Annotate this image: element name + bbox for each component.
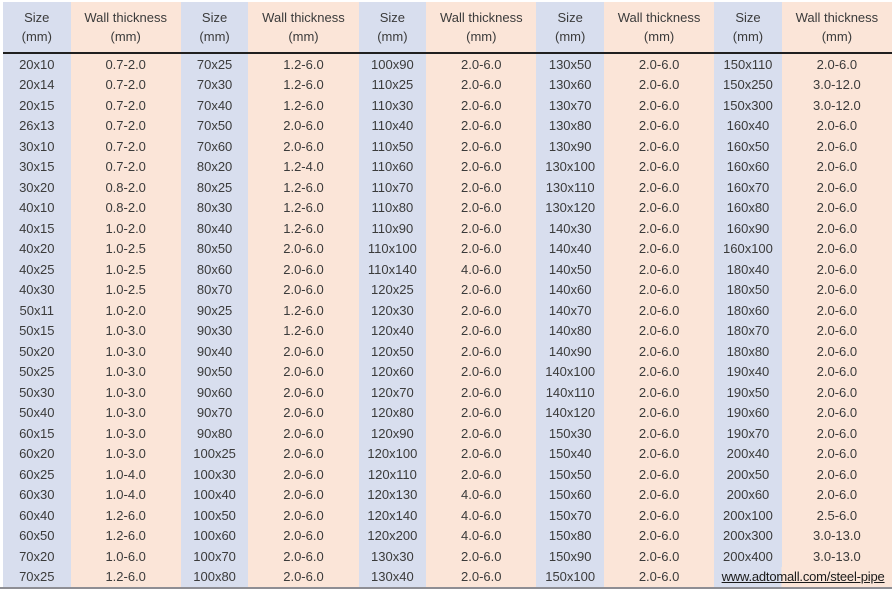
size-cell: 110x80 <box>359 198 427 219</box>
size-cell: 200x40 <box>714 444 782 465</box>
size-cell: 150x80 <box>536 526 604 547</box>
wall-cell: 3.0-12.0 <box>782 75 892 96</box>
size-cell: 80x25 <box>181 177 249 198</box>
size-cell: 70x50 <box>181 116 249 137</box>
wall-cell: 2.0-6.0 <box>604 464 714 485</box>
wall-cell: 2.0-6.0 <box>604 157 714 178</box>
size-cell: 50x30 <box>3 382 71 403</box>
wall-cell: 2.0-6.0 <box>782 341 892 362</box>
wall-cell: 4.0-6.0 <box>426 485 536 506</box>
size-cell: 26x13 <box>3 116 71 137</box>
wall-cell: 2.0-6.0 <box>426 362 536 383</box>
size-cell: 160x80 <box>714 198 782 219</box>
wall-cell: 2.0-6.0 <box>248 116 358 137</box>
size-cell: 60x15 <box>3 423 71 444</box>
size-cell: 40x10 <box>3 198 71 219</box>
size-cell: 110x40 <box>359 116 427 137</box>
wall-cell: 2.0-6.0 <box>426 382 536 403</box>
size-cell: 160x70 <box>714 177 782 198</box>
size-cell: 140x110 <box>536 382 604 403</box>
size-cell: 140x60 <box>536 280 604 301</box>
wall-cell: 2.0-6.0 <box>782 321 892 342</box>
wall-cell: 1.2-6.0 <box>248 300 358 321</box>
size-cell: 100x80 <box>181 567 249 588</box>
size-cell: 120x140 <box>359 505 427 526</box>
size-cell: 70x25 <box>3 567 71 588</box>
wall-cell: 2.0-6.0 <box>782 280 892 301</box>
size-cell: 190x40 <box>714 362 782 383</box>
size-cell: 130x120 <box>536 198 604 219</box>
size-cell: 60x25 <box>3 464 71 485</box>
wall-cell: 2.0-6.0 <box>426 157 536 178</box>
size-cell: 60x30 <box>3 485 71 506</box>
size-cell: 150x110 <box>714 54 782 75</box>
size-cell: 90x30 <box>181 321 249 342</box>
size-cell: 120x200 <box>359 526 427 547</box>
wall-cell: 1.0-2.5 <box>71 259 181 280</box>
size-cell: 120x25 <box>359 280 427 301</box>
wall-thickness-column-header: Wall thickness (mm) <box>426 2 536 54</box>
size-cell: 80x20 <box>181 157 249 178</box>
size-cell: 50x20 <box>3 341 71 362</box>
size-cell: 120x80 <box>359 403 427 424</box>
size-cell: 110x70 <box>359 177 427 198</box>
size-cell: 50x15 <box>3 321 71 342</box>
wall-cell: 1.2-6.0 <box>248 75 358 96</box>
wall-cell: 2.0-6.0 <box>248 136 358 157</box>
size-cell: 150x70 <box>536 505 604 526</box>
size-cell: 200x300 <box>714 526 782 547</box>
size-cell: 160x50 <box>714 136 782 157</box>
wall-cell: 2.0-6.0 <box>248 505 358 526</box>
size-column-header: Size (mm) <box>714 2 782 54</box>
size-cell: 130x90 <box>536 136 604 157</box>
wall-cell: 1.0-3.0 <box>71 423 181 444</box>
wall-cell: 1.2-4.0 <box>248 157 358 178</box>
size-cell: 40x30 <box>3 280 71 301</box>
wall-cell: 2.0-6.0 <box>782 198 892 219</box>
wall-cell: 2.0-6.0 <box>426 444 536 465</box>
wall-cell: 2.0-6.0 <box>426 95 536 116</box>
wall-cell: 2.0-6.0 <box>426 300 536 321</box>
wall-cell: 2.0-6.0 <box>782 382 892 403</box>
wall-cell: 2.0-6.0 <box>604 177 714 198</box>
size-cell: 180x80 <box>714 341 782 362</box>
size-cell: 70x20 <box>3 546 71 567</box>
wall-cell: 2.0-6.0 <box>426 54 536 75</box>
wall-cell: 2.0-6.0 <box>782 403 892 424</box>
wall-cell: 2.0-6.0 <box>426 567 536 588</box>
size-cell: 200x60 <box>714 485 782 506</box>
wall-cell: 2.0-6.0 <box>782 444 892 465</box>
size-cell: 160x100 <box>714 239 782 260</box>
wall-cell: 2.0-6.0 <box>248 341 358 362</box>
wall-cell: 2.0-6.0 <box>248 280 358 301</box>
wall-cell: 0.8-2.0 <box>71 177 181 198</box>
size-cell: 160x40 <box>714 116 782 137</box>
wall-cell: 2.0-6.0 <box>604 300 714 321</box>
size-cell: 80x40 <box>181 218 249 239</box>
wall-cell: 2.0-6.0 <box>426 423 536 444</box>
wall-cell: 2.0-6.0 <box>604 567 714 588</box>
size-cell: 140x70 <box>536 300 604 321</box>
size-cell: 70x40 <box>181 95 249 116</box>
size-cell: 160x60 <box>714 157 782 178</box>
wall-cell: 2.0-6.0 <box>604 321 714 342</box>
wall-cell: 0.7-2.0 <box>71 157 181 178</box>
wall-cell: 2.0-6.0 <box>426 341 536 362</box>
wall-cell: 2.0-6.0 <box>782 423 892 444</box>
size-cell: 120x110 <box>359 464 427 485</box>
size-cell: 80x60 <box>181 259 249 280</box>
size-column-header: Size (mm) <box>3 2 71 54</box>
size-cell: 50x25 <box>3 362 71 383</box>
wall-cell: 0.7-2.0 <box>71 136 181 157</box>
wall-cell: 2.0-6.0 <box>782 177 892 198</box>
size-cell: 140x100 <box>536 362 604 383</box>
size-cell: 140x90 <box>536 341 604 362</box>
wall-cell: 2.0-6.0 <box>426 546 536 567</box>
wall-cell: 2.0-6.0 <box>604 362 714 383</box>
wall-cell: 1.0-3.0 <box>71 382 181 403</box>
wall-cell: 2.0-6.0 <box>604 505 714 526</box>
wall-cell: 2.0-6.0 <box>248 464 358 485</box>
size-cell: 120x30 <box>359 300 427 321</box>
size-cell: 200x400 <box>714 546 782 567</box>
wall-cell: 2.5-6.0 <box>782 505 892 526</box>
wall-cell: 2.0-6.0 <box>604 54 714 75</box>
wall-cell: 3.0-13.0 <box>782 546 892 567</box>
size-cell: 200x50 <box>714 464 782 485</box>
size-cell: 70x30 <box>181 75 249 96</box>
wall-cell: 1.2-6.0 <box>248 218 358 239</box>
wall-cell: 2.0-6.0 <box>604 75 714 96</box>
size-cell: 120x60 <box>359 362 427 383</box>
size-column-header: Size (mm) <box>181 2 249 54</box>
wall-cell: 1.2-6.0 <box>71 526 181 547</box>
wall-cell: 2.0-6.0 <box>248 444 358 465</box>
size-cell: 80x50 <box>181 239 249 260</box>
wall-cell: 2.0-6.0 <box>248 362 358 383</box>
wall-cell: 2.0-6.0 <box>426 218 536 239</box>
wall-cell: 1.2-6.0 <box>71 505 181 526</box>
wall-cell: 2.0-6.0 <box>782 157 892 178</box>
wall-cell: 2.0-6.0 <box>604 198 714 219</box>
wall-cell: 1.0-2.0 <box>71 300 181 321</box>
wall-cell: 2.0-6.0 <box>604 526 714 547</box>
size-cell: 130x80 <box>536 116 604 137</box>
size-cell: 70x60 <box>181 136 249 157</box>
wall-cell: 2.0-6.0 <box>604 444 714 465</box>
wall-cell: 2.0-6.0 <box>426 136 536 157</box>
wall-thickness-column-header: Wall thickness (mm) <box>782 2 892 54</box>
size-cell: 40x15 <box>3 218 71 239</box>
wall-cell: 2.0-6.0 <box>604 280 714 301</box>
size-cell: 100x50 <box>181 505 249 526</box>
wall-cell: 1.0-2.5 <box>71 239 181 260</box>
wall-cell: 2.0-6.0 <box>604 218 714 239</box>
size-cell: 110x100 <box>359 239 427 260</box>
size-cell: 80x30 <box>181 198 249 219</box>
wall-cell: 2.0-6.0 <box>426 116 536 137</box>
wall-cell: 2.0-6.0 <box>604 423 714 444</box>
wall-cell: 2.0-6.0 <box>426 239 536 260</box>
size-cell: 150x250 <box>714 75 782 96</box>
size-cell: 130x40 <box>359 567 427 588</box>
size-cell: 90x60 <box>181 382 249 403</box>
size-cell: 140x40 <box>536 239 604 260</box>
wall-cell: 1.2-6.0 <box>248 198 358 219</box>
size-cell: 180x50 <box>714 280 782 301</box>
size-cell: 150x50 <box>536 464 604 485</box>
wall-cell: 2.0-6.0 <box>426 177 536 198</box>
size-cell: 180x60 <box>714 300 782 321</box>
wall-cell: 2.0-6.0 <box>426 464 536 485</box>
size-cell: 180x40 <box>714 259 782 280</box>
size-cell: 100x40 <box>181 485 249 506</box>
size-cell: 110x60 <box>359 157 427 178</box>
size-cell: 190x50 <box>714 382 782 403</box>
wall-cell: 2.0-6.0 <box>426 280 536 301</box>
size-cell: 150x40 <box>536 444 604 465</box>
size-cell: 200x100 <box>714 505 782 526</box>
size-cell: 120x90 <box>359 423 427 444</box>
wall-cell: 2.0-6.0 <box>604 382 714 403</box>
steel-pipe-size-table <box>3 2 892 587</box>
wall-cell: 0.7-2.0 <box>71 54 181 75</box>
size-cell: 120x130 <box>359 485 427 506</box>
size-cell: 110x25 <box>359 75 427 96</box>
size-cell: 160x90 <box>714 218 782 239</box>
wall-cell: 2.0-6.0 <box>604 259 714 280</box>
wall-cell: 1.0-3.0 <box>71 362 181 383</box>
size-cell: 30x20 <box>3 177 71 198</box>
size-column-header: Size (mm) <box>359 2 427 54</box>
size-cell: 110x50 <box>359 136 427 157</box>
wall-cell: 1.0-3.0 <box>71 341 181 362</box>
wall-cell: 2.0-6.0 <box>248 403 358 424</box>
wall-cell: 1.0-4.0 <box>71 485 181 506</box>
wall-cell: 2.0-6.0 <box>782 116 892 137</box>
size-cell: 50x11 <box>3 300 71 321</box>
wall-cell: 1.2-6.0 <box>248 95 358 116</box>
wall-cell: 1.0-2.0 <box>71 218 181 239</box>
size-cell: 150x300 <box>714 95 782 116</box>
wall-cell: 2.0-6.0 <box>604 239 714 260</box>
size-cell: 60x20 <box>3 444 71 465</box>
wall-cell: 1.0-4.0 <box>71 464 181 485</box>
size-cell: 190x60 <box>714 403 782 424</box>
wall-cell: 1.0-2.5 <box>71 280 181 301</box>
wall-cell: 2.0-6.0 <box>426 403 536 424</box>
size-cell: 90x70 <box>181 403 249 424</box>
size-cell: 50x40 <box>3 403 71 424</box>
size-cell: 20x15 <box>3 95 71 116</box>
size-cell: 40x25 <box>3 259 71 280</box>
wall-cell: 0.7-2.0 <box>71 75 181 96</box>
wall-cell: 1.0-6.0 <box>71 546 181 567</box>
wall-cell: 2.0-6.0 <box>604 341 714 362</box>
size-cell: 90x25 <box>181 300 249 321</box>
wall-cell: 3.0-12.0 <box>782 95 892 116</box>
size-cell: 120x40 <box>359 321 427 342</box>
size-cell: 90x40 <box>181 341 249 362</box>
wall-cell: 2.0-6.0 <box>604 403 714 424</box>
size-cell: 140x120 <box>536 403 604 424</box>
wall-cell: 2.0-6.0 <box>248 423 358 444</box>
wall-cell: 0.7-2.0 <box>71 116 181 137</box>
wall-cell: 2.0-6.0 <box>248 546 358 567</box>
wall-cell: 4.0-6.0 <box>426 505 536 526</box>
wall-cell: 1.0-3.0 <box>71 444 181 465</box>
wall-cell: 0.8-2.0 <box>71 198 181 219</box>
size-cell: 150x30 <box>536 423 604 444</box>
wall-cell: 1.2-6.0 <box>248 321 358 342</box>
size-cell: 150x60 <box>536 485 604 506</box>
size-cell: 20x14 <box>3 75 71 96</box>
wall-cell: 2.0-6.0 <box>604 136 714 157</box>
size-cell: 130x70 <box>536 95 604 116</box>
wall-thickness-column-header: Wall thickness (mm) <box>604 2 714 54</box>
size-cell: 120x100 <box>359 444 427 465</box>
size-cell: 120x50 <box>359 341 427 362</box>
wall-cell: 2.0-6.0 <box>604 485 714 506</box>
wall-cell: 2.0-6.0 <box>782 485 892 506</box>
size-cell: 150x90 <box>536 546 604 567</box>
size-cell: 120x70 <box>359 382 427 403</box>
size-cell: 140x50 <box>536 259 604 280</box>
wall-cell: 2.0-6.0 <box>426 198 536 219</box>
size-cell: 130x110 <box>536 177 604 198</box>
size-cell: 100x30 <box>181 464 249 485</box>
wall-cell: 2.0-6.0 <box>782 259 892 280</box>
wall-cell: 2.0-6.0 <box>248 382 358 403</box>
size-cell: 140x80 <box>536 321 604 342</box>
size-cell: 110x140 <box>359 259 427 280</box>
size-cell: 100x90 <box>359 54 427 75</box>
wall-cell: 0.7-2.0 <box>71 95 181 116</box>
wall-cell: 2.0-6.0 <box>248 567 358 588</box>
size-cell: 100x70 <box>181 546 249 567</box>
size-cell: 130x100 <box>536 157 604 178</box>
size-cell: 70x25 <box>181 54 249 75</box>
wall-cell: 2.0-6.0 <box>782 464 892 485</box>
wall-cell: 4.0-6.0 <box>426 526 536 547</box>
wall-cell: 2.0-6.0 <box>604 546 714 567</box>
wall-cell: 2.0-6.0 <box>248 485 358 506</box>
size-cell: 30x10 <box>3 136 71 157</box>
size-cell: 130x30 <box>359 546 427 567</box>
size-cell: 180x70 <box>714 321 782 342</box>
wall-cell: 2.0-6.0 <box>782 362 892 383</box>
wall-cell: 2.0-6.0 <box>426 321 536 342</box>
size-cell: 90x80 <box>181 423 249 444</box>
wall-thickness-column-header: Wall thickness (mm) <box>248 2 358 54</box>
website-link[interactable]: www.adtomall.com/steel-pipe <box>714 567 892 588</box>
size-cell: 80x70 <box>181 280 249 301</box>
wall-cell: 2.0-6.0 <box>426 75 536 96</box>
size-cell: 130x50 <box>536 54 604 75</box>
size-cell: 60x50 <box>3 526 71 547</box>
wall-thickness-column-header: Wall thickness (mm) <box>71 2 181 54</box>
wall-cell: 2.0-6.0 <box>782 300 892 321</box>
wall-cell: 1.2-6.0 <box>248 177 358 198</box>
size-cell: 90x50 <box>181 362 249 383</box>
wall-cell: 2.0-6.0 <box>248 239 358 260</box>
wall-cell: 2.0-6.0 <box>782 136 892 157</box>
wall-cell: 2.0-6.0 <box>604 95 714 116</box>
size-cell: 130x60 <box>536 75 604 96</box>
size-cell: 150x100 <box>536 567 604 588</box>
wall-cell: 1.0-3.0 <box>71 403 181 424</box>
size-cell: 190x70 <box>714 423 782 444</box>
size-cell: 30x15 <box>3 157 71 178</box>
wall-cell: 2.0-6.0 <box>248 526 358 547</box>
size-cell: 100x25 <box>181 444 249 465</box>
wall-cell: 1.2-6.0 <box>248 54 358 75</box>
size-cell: 20x10 <box>3 54 71 75</box>
wall-cell: 1.0-3.0 <box>71 321 181 342</box>
wall-cell: 2.0-6.0 <box>782 239 892 260</box>
size-cell: 140x30 <box>536 218 604 239</box>
size-column-header: Size (mm) <box>536 2 604 54</box>
size-cell: 100x60 <box>181 526 249 547</box>
wall-cell: 2.0-6.0 <box>604 116 714 137</box>
wall-cell: 3.0-13.0 <box>782 526 892 547</box>
wall-cell: 2.0-6.0 <box>248 259 358 280</box>
size-cell: 110x90 <box>359 218 427 239</box>
wall-cell: 4.0-6.0 <box>426 259 536 280</box>
wall-cell: 2.0-6.0 <box>782 54 892 75</box>
size-cell: 60x40 <box>3 505 71 526</box>
size-cell: 110x30 <box>359 95 427 116</box>
wall-cell: 2.0-6.0 <box>782 218 892 239</box>
wall-cell: 1.2-6.0 <box>71 567 181 588</box>
size-cell: 40x20 <box>3 239 71 260</box>
